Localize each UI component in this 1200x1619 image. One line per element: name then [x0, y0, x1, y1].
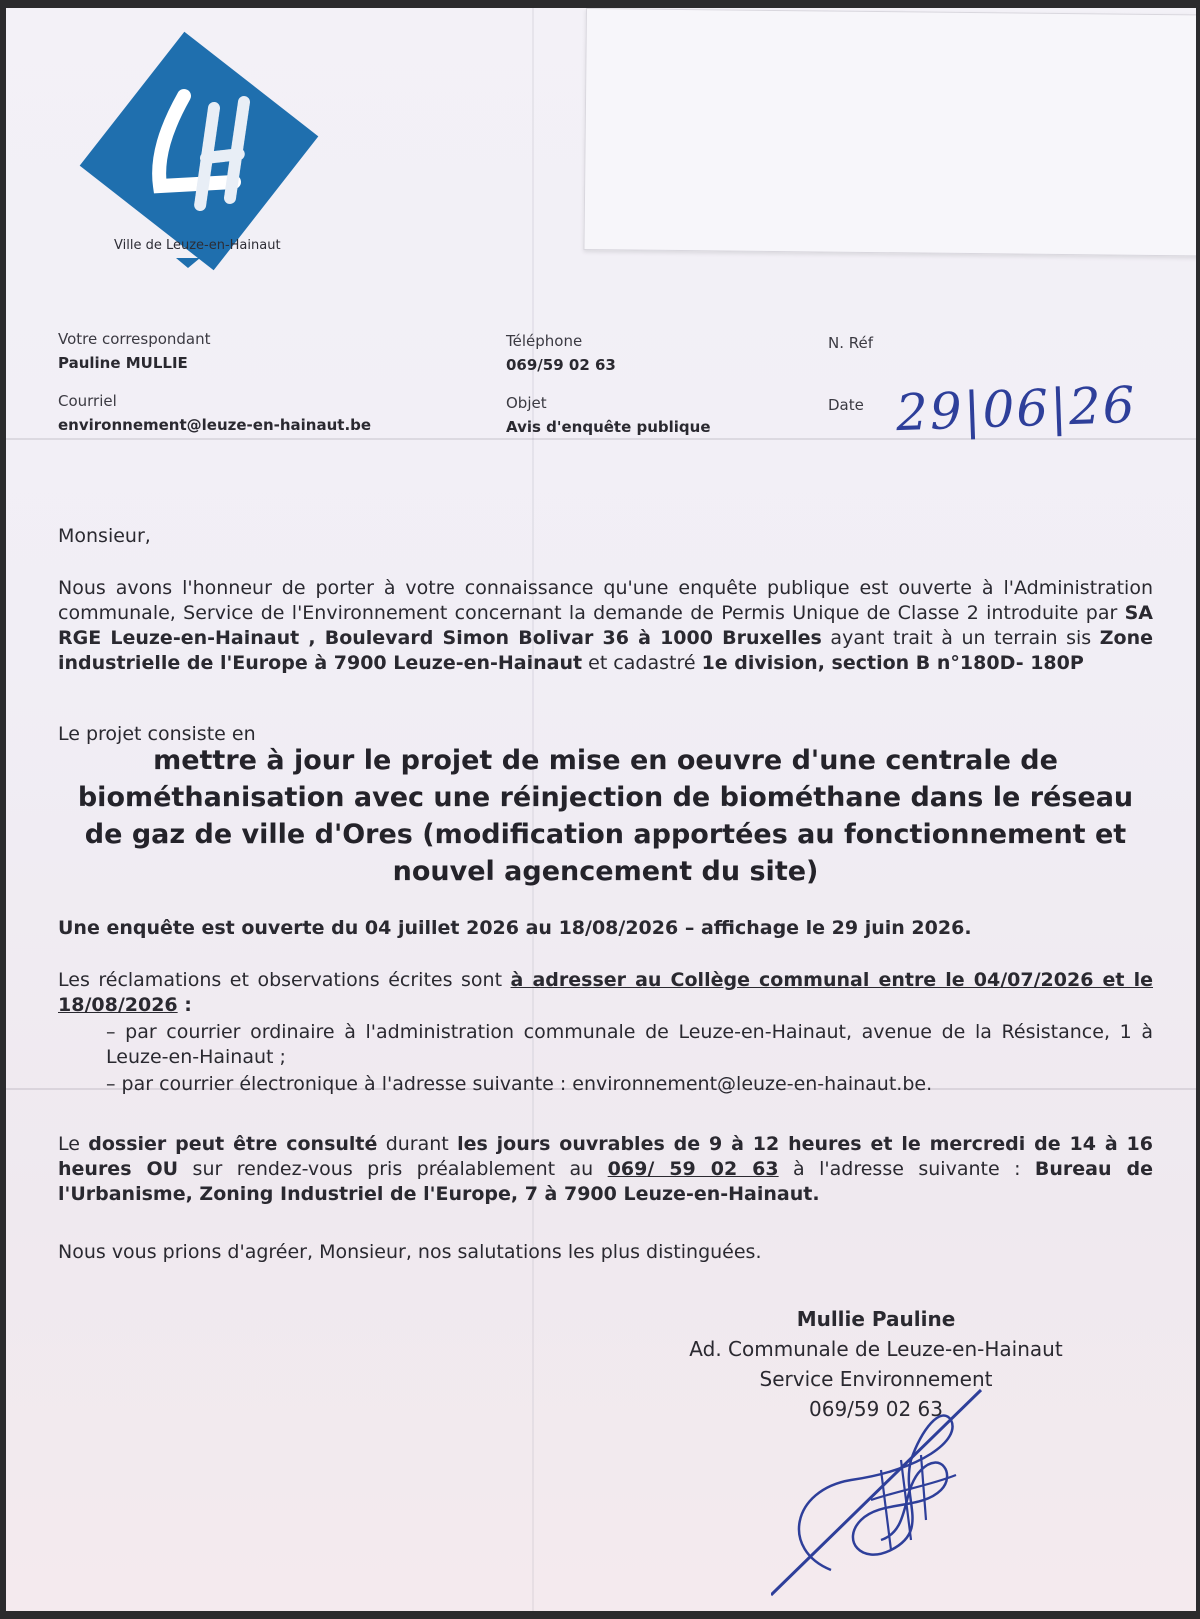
email-field	[58, 392, 371, 434]
date-label: Date	[828, 396, 864, 414]
city-logo	[86, 38, 336, 268]
phone-label: Téléphone	[506, 332, 583, 350]
paragraph-claims	[58, 968, 1153, 1018]
handwritten-date: 29|06|26	[895, 375, 1138, 443]
permit-text: Nous avons l'honneur de porter à votre connaissance qu'une enquête publique est ouverte à l'Administration communale, Service de l'Environnement concernant la demande de Permis Unique de Classe 2 introduite par	[58, 577, 1153, 624]
cadastral-ref: 1e division, section B n°180D- 180P	[701, 652, 1084, 674]
envelope-overlay	[583, 8, 1196, 256]
logo-lh-mark-icon	[126, 78, 276, 228]
consult-emph: dossier peut être consulté	[88, 1133, 378, 1155]
handwritten-signature	[771, 1380, 1021, 1610]
claims-text: Les réclamations et observations écrites sont	[58, 969, 511, 991]
project-intro: Le projet consiste en	[58, 723, 256, 745]
inquiry-dates: Une enquête est ouverte du 04 juillet 2026 au 18/08/2026 – affichage le 29 juin 2026.	[58, 917, 972, 939]
subject-label: Objet	[506, 394, 547, 412]
signer-org: Ad. Communale de Leuze-en-Hainaut	[689, 1337, 1063, 1361]
salutation: Monsieur,	[58, 525, 151, 547]
phone-value: 069/59 02 63	[506, 356, 616, 374]
phone-field	[506, 332, 616, 374]
site-location: Zone industrielle de l'Europe à 7900 Leuze-en-Hainaut	[58, 627, 1153, 674]
subject-value: Avis d'enquête publique	[506, 418, 711, 436]
claims-bullet-mail: – par courrier ordinaire à l'administration communale de Leuze-en-Hainaut, avenue de la Résistance, 1 à Leuze-en-Hainaut ;	[106, 1021, 1153, 1068]
correspondent-label: Votre correspondant	[58, 330, 211, 348]
ref-label: N. Réf	[828, 334, 874, 352]
consult-text: Le	[58, 1133, 89, 1155]
permit-text: et cadastré	[582, 652, 702, 674]
date-field	[828, 396, 864, 414]
consult-hours: les jours ouvrables de 9 à 12 heures et le mercredi de 14 à 16 heures OU	[58, 1133, 1153, 1180]
consult-text: à l'adresse suivante :	[778, 1158, 1035, 1180]
signer-service: Service Environnement	[759, 1367, 993, 1391]
signer-name: Mullie Pauline	[796, 1307, 956, 1331]
project-title: mettre à jour le projet de mise en oeuvre d'une centrale de biométhanisation avec une réinjection de biométhane dans le réseau de gaz de ville d'Ores (modification apportées au fonctionnement et nouvel agencement du site)	[77, 745, 1134, 887]
email-label: Courriel	[58, 392, 117, 410]
subject-field	[506, 394, 711, 436]
email-value: environnement@leuze-en-hainaut.be	[58, 416, 372, 434]
claims-colon: :	[177, 994, 192, 1016]
applicant: SA RGE Leuze-en-Hainaut , Boulevard Simon Bolivar 36 à 1000 Bruxelles	[58, 602, 1153, 649]
signer-phone: 069/59 02 63	[809, 1397, 943, 1421]
claims-bullet-email: – par courrier électronique à l'adresse suivante : environnement@leuze-en-hainaut.be.	[106, 1073, 933, 1095]
consult-address: Bureau de l'Urbanisme, Zoning Industriel de l'Europe, 7 à 7900 Leuze-en-Hainaut.	[58, 1158, 1154, 1205]
letter-page	[6, 8, 1196, 1611]
fold-line	[6, 438, 1196, 440]
logo-city-name: Ville de Leuze-en-Hainaut	[114, 238, 281, 253]
consult-phone: 069/ 59 02 63	[607, 1158, 779, 1180]
paragraph-consult	[58, 1132, 1153, 1207]
permit-text: ayant trait à un terrain sis	[821, 627, 1100, 649]
ref-field	[828, 334, 873, 352]
correspondent-field	[58, 330, 211, 372]
logo-tick	[176, 258, 200, 268]
consult-text: durant	[377, 1133, 458, 1155]
paragraph-permit	[58, 576, 1153, 676]
consult-text: sur rendez-vous pris préalablement au	[178, 1158, 608, 1180]
correspondent-value: Pauline MULLIE	[58, 354, 188, 372]
closing: Nous vous prions d'agréer, Monsieur, nos salutations les plus distinguées.	[58, 1241, 762, 1263]
claims-deadline: à adresser au Collège communal entre le 04/07/2026 et le 18/08/2026	[58, 969, 1153, 1016]
